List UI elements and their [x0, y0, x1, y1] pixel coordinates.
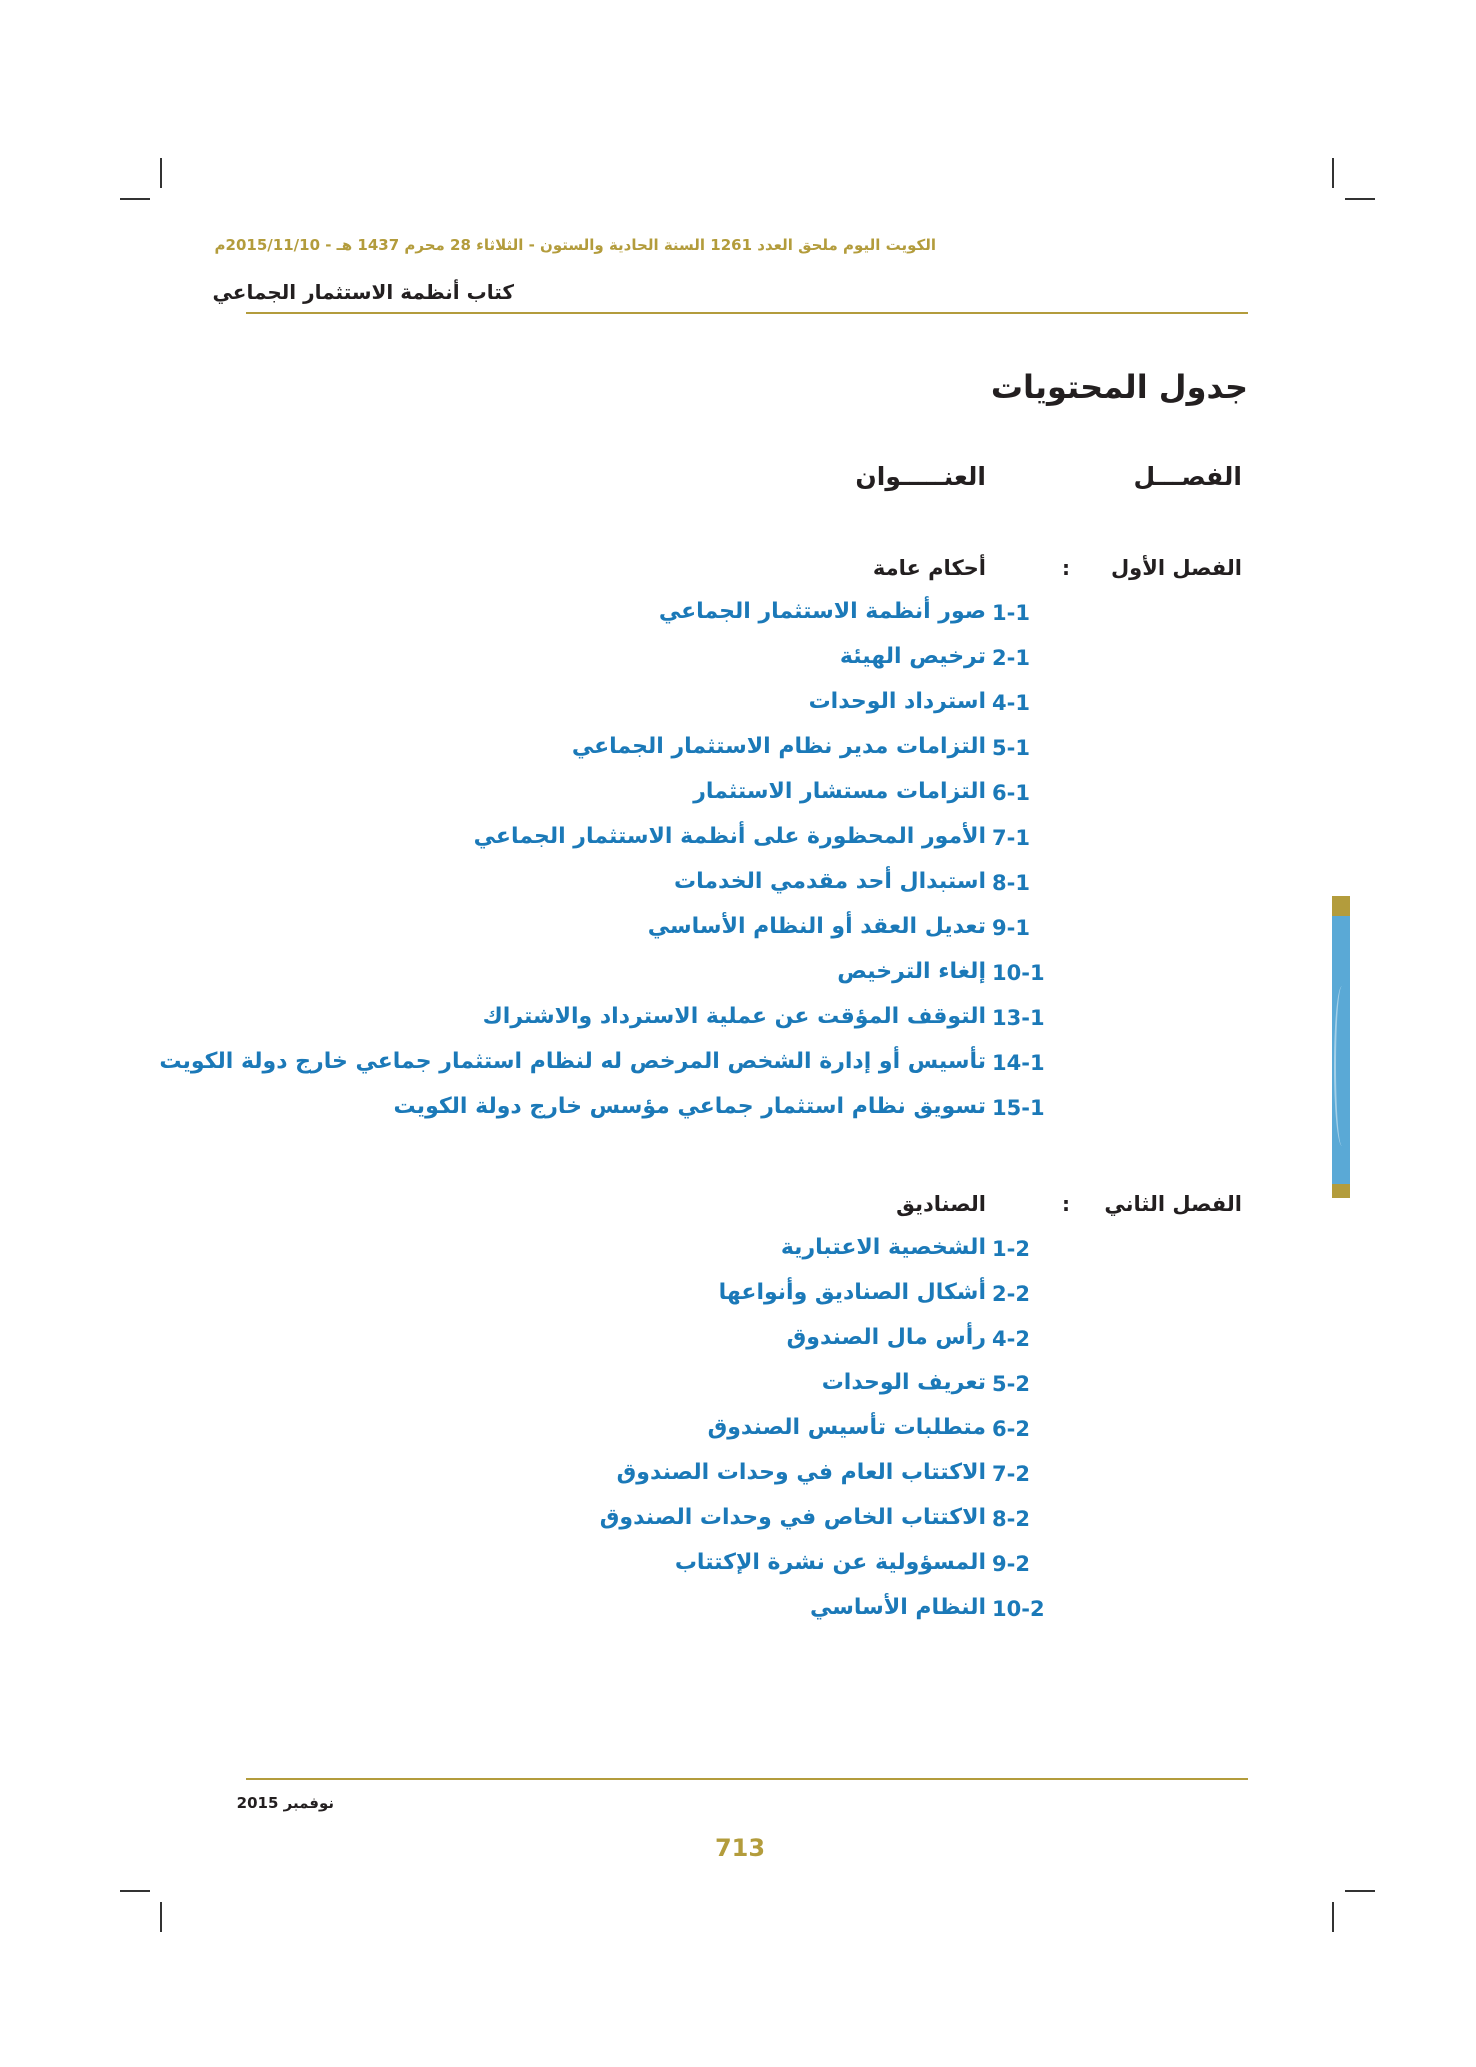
- entry-title[interactable]: التوقف المؤقت عن عملية الاسترداد والاشتراك: [482, 1004, 986, 1029]
- toc-entry[interactable]: [0, 822, 1476, 862]
- entry-number: 4-2: [992, 1327, 1030, 1351]
- entry-title[interactable]: المسؤولية عن نشرة الإكتتاب: [674, 1550, 986, 1575]
- toc-entry[interactable]: [0, 1047, 1476, 1087]
- toc-entry[interactable]: [0, 687, 1476, 727]
- entry-number: 6-2: [992, 1417, 1030, 1441]
- entry-number: 9-2: [992, 1552, 1030, 1576]
- entry-title[interactable]: الاكتتاب العام في وحدات الصندوق: [616, 1460, 986, 1485]
- entry-number: 8-2: [992, 1507, 1030, 1531]
- toc-entry[interactable]: [0, 597, 1476, 637]
- entry-title[interactable]: أشكال الصناديق وأنواعها: [718, 1280, 986, 1305]
- tab-cap: [1332, 896, 1350, 916]
- entry-title[interactable]: النظام الأساسي: [810, 1595, 986, 1620]
- entry-title[interactable]: استبدال أحد مقدمي الخدمات: [674, 869, 986, 894]
- footer-date: نوفمبر 2015: [236, 1794, 334, 1812]
- issue-line: الكويت اليوم ملحق العدد 1261 السنة الحادية والستون - الثلاثاء 28 محرم 1437 هـ - 2015/11/10م: [214, 236, 936, 254]
- entry-number: 2-2: [992, 1282, 1030, 1306]
- entry-title[interactable]: التزامات مدير نظام الاستثمار الجماعي: [571, 734, 986, 759]
- swirl-ornament-icon: [1334, 986, 1350, 1146]
- toc-entry[interactable]: [0, 642, 1476, 682]
- footer-rule: [246, 1778, 1248, 1780]
- toc-entry[interactable]: [0, 1323, 1476, 1363]
- entry-title[interactable]: إلغاء الترخيص: [837, 959, 986, 984]
- entry-title[interactable]: التزامات مستشار الاستثمار: [693, 779, 986, 804]
- chapter-heading-row: [0, 552, 1476, 592]
- section-tab-decoration: [1332, 896, 1350, 1198]
- crop-mark: [1332, 1902, 1334, 1932]
- crop-mark: [160, 1902, 162, 1932]
- crop-mark: [120, 1890, 150, 1892]
- chapter-title: الصناديق: [896, 1192, 986, 1216]
- entry-number: 14-1: [992, 1051, 1045, 1075]
- entry-number: 4-1: [992, 691, 1030, 715]
- crop-mark: [120, 198, 150, 200]
- entry-title[interactable]: تعديل العقد أو النظام الأساسي: [647, 914, 986, 939]
- entry-title[interactable]: تأسيس أو إدارة الشخص المرخص له لنظام استثمار جماعي خارج دولة الكويت: [159, 1049, 986, 1074]
- entry-number: 7-2: [992, 1462, 1030, 1486]
- entry-title[interactable]: رأس مال الصندوق: [786, 1325, 986, 1350]
- toc-entry[interactable]: [0, 1548, 1476, 1588]
- tab-cap: [1332, 1184, 1350, 1198]
- entry-number: 13-1: [992, 1006, 1045, 1030]
- entry-number: 1-2: [992, 1237, 1030, 1261]
- entry-number: 1-1: [992, 601, 1030, 625]
- entry-title[interactable]: استرداد الوحدات: [808, 689, 986, 714]
- crop-mark: [1345, 198, 1375, 200]
- toc-entry[interactable]: [0, 957, 1476, 997]
- entry-number: 5-1: [992, 736, 1030, 760]
- page-title: جدول المحتويات: [990, 368, 1248, 406]
- chapter-heading-row: [0, 1188, 1476, 1228]
- separator: :: [1062, 556, 1070, 580]
- toc-entry[interactable]: [0, 1278, 1476, 1318]
- crop-mark: [160, 158, 162, 188]
- toc-entry[interactable]: [0, 732, 1476, 772]
- separator: :: [1062, 1192, 1070, 1216]
- entry-title[interactable]: تعريف الوحدات: [821, 1370, 986, 1395]
- entry-number: 8-1: [992, 871, 1030, 895]
- chapter-name: الفصل الثاني: [1104, 1192, 1242, 1216]
- entry-title[interactable]: صور أنظمة الاستثمار الجماعي: [658, 599, 986, 624]
- entry-number: 5-2: [992, 1372, 1030, 1396]
- entry-number: 15-1: [992, 1096, 1045, 1120]
- page-number: 713: [714, 1834, 766, 1862]
- toc-entry[interactable]: [0, 1503, 1476, 1543]
- entry-number: 6-1: [992, 781, 1030, 805]
- entry-number: 2-1: [992, 646, 1030, 670]
- toc-entry[interactable]: [0, 912, 1476, 952]
- toc-entry[interactable]: [0, 1092, 1476, 1132]
- toc-entry[interactable]: [0, 1593, 1476, 1633]
- entry-title[interactable]: الأمور المحظورة على أنظمة الاستثمار الجماعي: [473, 824, 986, 849]
- entry-title[interactable]: ترخيص الهيئة: [839, 644, 986, 669]
- chapter-name: الفصل الأول: [1110, 556, 1242, 580]
- entry-title[interactable]: الاكتتاب الخاص في وحدات الصندوق: [599, 1505, 986, 1530]
- toc-entry[interactable]: [0, 1233, 1476, 1273]
- entry-number: 10-1: [992, 961, 1045, 985]
- column-heading-chapter: الفصـــل: [1133, 462, 1242, 491]
- chapter-title: أحكام عامة: [872, 556, 986, 580]
- toc-entry[interactable]: [0, 1413, 1476, 1453]
- header-rule: [246, 312, 1248, 314]
- toc-entry[interactable]: [0, 1368, 1476, 1408]
- toc-entry[interactable]: [0, 777, 1476, 817]
- entry-title[interactable]: تسويق نظام استثمار جماعي مؤسس خارج دولة الكويت: [393, 1094, 986, 1119]
- crop-mark: [1345, 1890, 1375, 1892]
- entry-number: 9-1: [992, 916, 1030, 940]
- crop-mark: [1332, 158, 1334, 188]
- entry-number: 7-1: [992, 826, 1030, 850]
- entry-number: 10-2: [992, 1597, 1045, 1621]
- toc-entry[interactable]: [0, 1002, 1476, 1042]
- toc-entry[interactable]: [0, 867, 1476, 907]
- toc-entry[interactable]: [0, 1458, 1476, 1498]
- book-title: كتاب أنظمة الاستثمار الجماعي: [212, 280, 514, 304]
- entry-title[interactable]: الشخصية الاعتبارية: [780, 1235, 986, 1260]
- entry-title[interactable]: متطلبات تأسيس الصندوق: [707, 1415, 986, 1440]
- column-heading-title: العنـــــوان: [855, 462, 986, 491]
